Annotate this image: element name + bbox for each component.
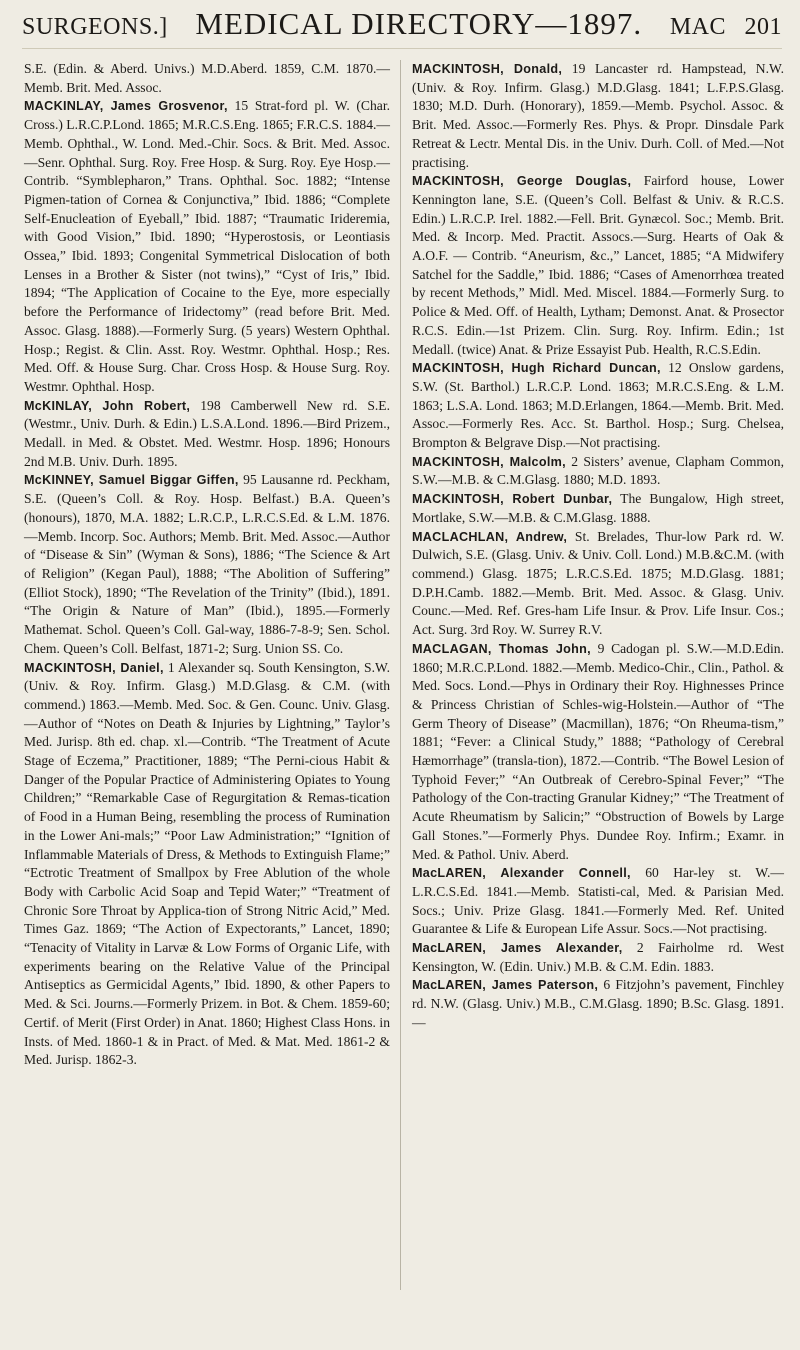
left-column: [24, 60, 390, 1070]
entry-text: 9 Cadogan pl. S.W.—M.D.Edin. 1860; M.R.C.P.Lond. 1882.—Memb. Medico-Chir., Clin., Pathol. & Med. Socs. Lond.—Phys in Ordinary their Roy. Highnesses Prince & Princess Christian of Schles-wig-Holstein.—Author of “The Germ Theory of Disease” (Macmillan), 1876; “On Rheuma-tism,” 1881; “Fever: a Clinical Study,” 1888; “Pathology of Cerebral Hæmorrhage” (transla-tion), 1872.—Contrib. “The Bowel Lesion of Typhoid Fever;” “An Outbreak of Cerebro-Spinal Fever;” “The Pathology of the Con-tracting Granular Kidney;” “The Treatment of Acute Rheumatism by Salicin;” “Obstruction of Bowels by Large Gall Stones.”—Formerly Phys. Dundee Roy. Infirm.; Examr. in Med. & Pathol. Univ. Aberd.: [412, 640, 785, 862]
directory-entry: [412, 640, 784, 864]
directory-entry: [412, 939, 784, 976]
header-title: MEDICAL DIRECTORY—1897.: [195, 6, 643, 41]
entry-name: McKINNEY, Samuel Biggar Giffen,: [24, 473, 239, 488]
entry-name: MacLAREN, Alexander Connell,: [412, 866, 631, 881]
entry-text: 1 Alexander sq. South Kensington, S.W. (Univ. & Roy. Infirm. Glasg.) M.D.Glasg. & C.M. (with commend.) 1863.—Memb. Med. Soc. & Gen. Counc. Univ. Glasg.—Author of “Notes on Death & Injuries by Lightning,” Taylor’s Med. Jurisp. 8th ed. chap. xl.—Contrib. “The Treatment of Acute Stage of Eczema,” Practitioner, 1889; “The Perni-cious Habit & Danger of the Popular Practice of Administering Opiates to Young Children;” “Remarkable Case of Regurgitation & Remas-tication of Food in a Human Being, resembling the process of Rumination in the Lower Ani-mals;” “Poor Law Administration;” “Ignition of Inflammable Materials of Dress, & Methods to Extinguish Flame;” “Ectrotic Treatment of Smallpox by Free Ablution of the whole Body with Carbolic Acid Soap and Tepid Water;” “Treatment of Chronic Sore Throat by Applica-tion of Strong Nitric Acid,” Med. Times Gaz. 1869; “The Action of Expectorants,” Lancet, 1890; “Tenacity of Vitality in Larvæ & Low Forms of Organic Life, with experiments bearing on the Relative Value of the Principal Antiseptics as Germicidal Agents,” Ibid. 1890, & other Papers to Med. & Sci. Journs.—Formerly Prizem. in Bot. & Chem. 1859-60; Certif. of Merit (First Order) in Anat. 1860; Highest Class Hons. in Insts. of Med. 1860-1 & in Pract. of Med. & Mat. Med. 1861-2 & Med. Jurisp. 1862-3.: [24, 659, 390, 1068]
directory-entry: [24, 60, 390, 97]
header-tag: MAC: [669, 14, 726, 40]
entry-text: 198 Camberwell New rd. S.E. (Westmr., Univ. Durh. & Edin.) L.S.A.Lond. 1896.—Bird Prizem., Medall. in Med. & Obstet. Med. Westmr. Hosp. 1896; Honours 2nd M.B. Univ. Durh. 1895.: [24, 397, 390, 469]
directory-entry: [412, 528, 784, 640]
directory-entry: [412, 864, 784, 939]
directory-entry: [24, 397, 390, 472]
page-number: 201: [744, 14, 782, 40]
entry-text: 6 Fitzjohn’s pavement, Finchley rd. N.W. (Glasg. Univ.) M.B., C.M.Glasg. 1890; B.Sc. Glasg. 1891.—: [412, 977, 784, 1030]
entry-text: 12 Onslow gardens, S.W. (St. Barthol.) L.R.C.P. Lond. 1863; M.R.C.S.Eng. & L.M. 1863; L.S.A. Lond. 1863; M.D.Erlangen, 1864.—Memb. Brit. Med. Assoc.—Formerly Res. Acc. St. Barthol. Hosp.; Surg. Chelsea, Brompton & Belgrave Disp.—Not practising.: [412, 360, 785, 451]
entry-name: MacLAREN, James Alexander,: [412, 941, 623, 956]
entry-text: The Bungalow, High street, Mortlake, S.W.—M.B. & C.M.Glasg. 1888.: [412, 491, 785, 525]
entry-text: 60 Har-ley st. W.—L.R.C.S.Ed. 1841.—Memb. Statisti-cal, Med. & Parisian Med. Socs.; Univ. Prize Glasg. 1841.—Formerly Med. Ref. United Guarantee & Life & European Life Assur. Socs.—Not practising.: [412, 865, 784, 937]
header-page: [670, 14, 782, 41]
directory-entry: [412, 60, 784, 172]
entry-name: MACKINLAY, James Grosvenor,: [24, 99, 228, 114]
entry-text: 2 Sisters’ avenue, Clapham Common, S.W.—M.B. & C.M.Glasg. 1880; M.D. 1893.: [412, 453, 784, 488]
entry-name: McKINLAY, John Robert,: [24, 398, 191, 413]
entry-name: MacLAREN, James Paterson,: [412, 978, 599, 993]
entry-name: MACKINTOSH, Malcolm,: [412, 454, 566, 469]
entry-name: MACKINTOSH, Daniel,: [24, 660, 164, 675]
entry-text: Fairford house, Lower Kennington lane, S.E. (Queen’s Coll. Belfast & Univ. & R.C.S. Edin.) L.R.C.P. Irel. 1882.—Fell. Brit. Gynæcol. Soc.; Memb. Brit. Med. & Incorp. Med. Practit. Assocs.—Surg. Hearts of Oak & A.O.F. — Contrib. “Aneurism, &c.,” Lancet, 1885; “A Midwifery Satchel for the Saddle,” Ibid. 1886; “Cases of Amenorrhœa treated by recent Methods,” Midl. Med. Miscel. 1884.—Formerly Surg. to Police & Med. Off. of Health, Lytham; Demonst. Anat. & Prosector R.C.S. Edin.—1st Prizem. Clin. Surg. Roy. Infirm. Edin.; 1st Medall. (twice) Anat. & Prize Essayist Pub. Health, R.C.S.Edin.: [412, 173, 784, 357]
entry-name: MACKINTOSH, George Douglas,: [412, 174, 632, 189]
entry-text: St. Brelades, Thur-low Park rd. W. Dulwich, S.E. (Glasg. Univ. & Univ. Coll. Lond.) M.B.&C.M. (with commend.) Glasg. 1875; L.R.C.S.Ed. 1875; M.D.Glasg. 1881; D.P.H.Camb. 1882.—Memb. Brit. Med. Assoc. & Glasg. Univ. Counc.—Med. Ref. Gres-ham Life Insur. & Prov. Life Insur. Cos.; Act. Surg. 3rd Roy. W. Surrey R.V.: [412, 528, 785, 638]
entry-text: 95 Lausanne rd. Peckham, S.E. (Queen’s Coll. & Roy. Hosp. Belfast.) B.A. Queen’s (honours), 1870, M.A. 1882; L.R.C.P., L.R.C.S.Ed. & L.M. 1876.—Memb. Incorp. Soc. Authors; Memb. Brit. Med. Assoc.—Author of “Disease & Sin” (Wyman & Sons), 1886; “The Science & Art of Religion” (Kegan Paul), 1888; “The Abolition of Suffering” (Elliot Stock), 1890; “The Revelation of the Trinity” (Ibid.), 1891. “The Origin & Nature of Man” (Ibid.), 1895.—Formerly Mathemat. Schol. Queen’s Coll. Gal-way, 1886-7-8-9; Sen. Schol. Chem. Queen’s Coll. Belfast, 1871-2; Surg. Union SS. Co.: [24, 472, 390, 656]
directory-entry: [24, 471, 390, 658]
entry-name: MACKINTOSH, Donald,: [412, 62, 563, 76]
entry-name: MACKINTOSH, Hugh Richard Duncan,: [412, 361, 661, 376]
directory-entry: [412, 976, 784, 1032]
entry-name: MACLAGAN, Thomas John,: [412, 641, 591, 656]
running-header: [22, 6, 782, 49]
directory-entry: [412, 172, 784, 359]
column-divider: [400, 60, 401, 1290]
directory-entry: [24, 97, 390, 396]
header-section: SURGEONS.]: [22, 14, 168, 40]
directory-entry: [412, 453, 784, 490]
directory-entry: [412, 490, 784, 527]
entry-text: 19 Lancaster rd. Hampstead, N.W. (Univ. & Roy. Infirm. Glasg.) M.D.Glasg. 1841; L.F.P.S.Glasg. 1830; M.D. Durh. (Honorary), 1859.—Memb. Psychol. Assoc. & Brit. Med. Assoc.—Formerly Res. Phys. & Propr. Dinsdale Park Retreat & Lectr. Mental Dis. in the Univ. Durh. Coll. of Med.—Not practising.: [412, 61, 785, 170]
entry-text: S.E. (Edin. & Aberd. Univs.) M.D.Aberd. 1859, C.M. 1870.—Memb. Brit. Med. Assoc.: [24, 61, 390, 95]
directory-entry: [412, 359, 784, 453]
entry-name: MACLACHLAN, Andrew,: [412, 529, 568, 544]
right-column: [412, 60, 784, 1033]
entry-text: 2 Fairholme rd. West Kensington, W. (Edin. Univ.) M.B. & C.M. Edin. 1883.: [412, 940, 784, 974]
directory-entry: [24, 659, 390, 1070]
entry-text: 15 Strat-ford pl. W. (Char. Cross.) L.R.C.P.Lond. 1865; M.R.C.S.Eng. 1865; F.R.C.S. 1884.—Memb. Ophthal., W. Lond. Med.-Chir. Socs. & Brit. Med. Assoc.—Senr. Ophthal. Surg. Roy. Free Hosp. & Surg. Roy. Eye Hosp.—Contrib. “Symblepharon,” Trans. Ophthal. Soc. 1882; “Intense Pigmen-tation of Cornea & Conjunctiva,” Ibid. 1886; “Complete Self-Enucleation of Eyeball,” Ibid. 1887; “Traumatic Irideremia, with Good Vision,” Ibid. 1890; “Hyperostosis, or Leontiasis Ossea,” Ibid. 1893; Congenital Symmetrical Dislocation of both Lenses in a Brother & Sister (not twins),” “Cyst of Iris,” Ibid. 1894; “The Application of Cocaine to the Eye, more especially before the Performance of Iridectomy” (read before Brit. Med. Assoc. Glasg. 1888).—Formerly Surg. (5 years) Western Ophthal. Hosp.; Regist. & Clin. Asst. Roy. Westmr. Ophthal. Hosp.; Res. Med. Off. & House Surg. Char. Cross Hosp. & House Surg. Roy. Westmr. Ophthal. Hosp.: [24, 98, 391, 394]
entry-name: MACKINTOSH, Robert Dunbar,: [412, 492, 613, 507]
